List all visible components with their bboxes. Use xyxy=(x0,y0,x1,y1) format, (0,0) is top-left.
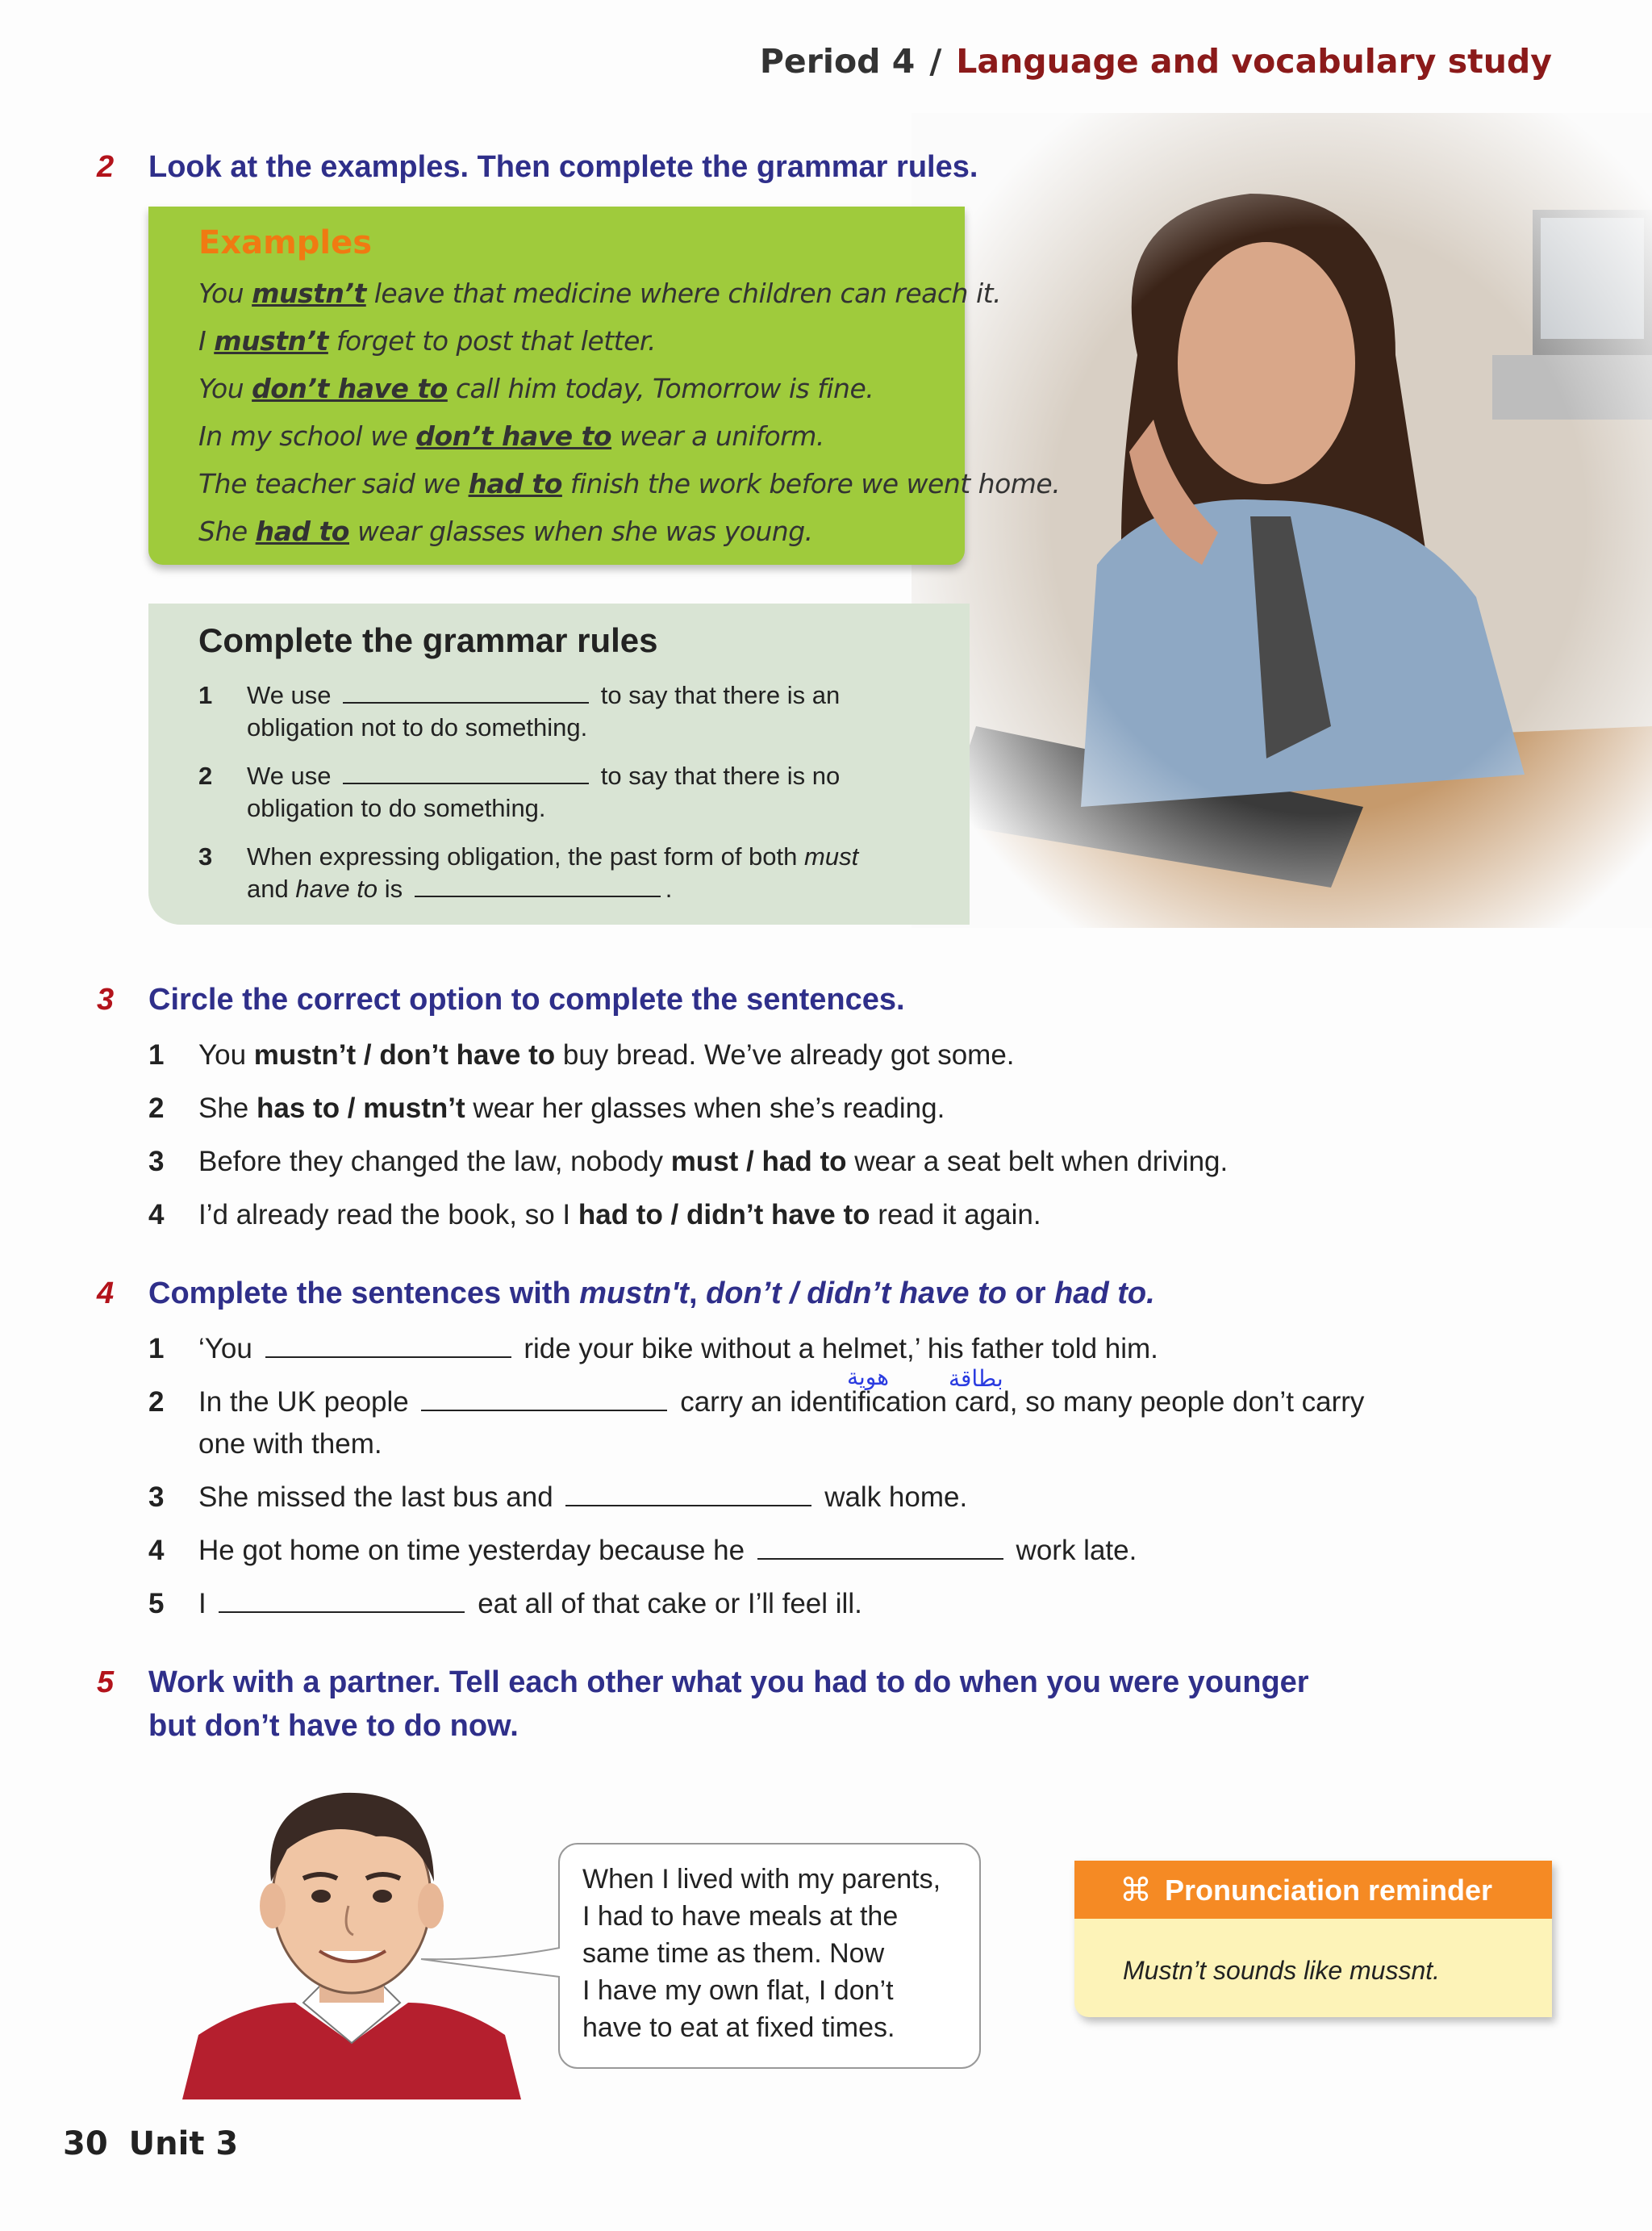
period-label: Period 4 xyxy=(759,42,916,81)
circle-option-item: 4 I’d already read the book, so I had to / didn’t have to read it again. xyxy=(148,1199,1041,1230)
page-footer xyxy=(63,2125,238,2162)
example-line: You mustn’t leave that medicine where children can reach it. xyxy=(198,278,1002,309)
pronunciation-reminder-box xyxy=(1074,1861,1552,2017)
pronunciation-title: Pronunciation reminder xyxy=(1165,1874,1493,1907)
example-line: I mustn’t forget to post that letter. xyxy=(198,325,656,357)
exercise-2-title: Look at the examples. Then complete the grammar rules. xyxy=(148,150,978,184)
example-line: In my school we don’t have to wear a uniform. xyxy=(198,420,824,452)
fill-blank-item: 5 I eat all of that cake or I’ll feel ill. xyxy=(148,1588,862,1619)
answer-blank[interactable] xyxy=(219,1589,465,1613)
fill-blank-item: 1 ‘You ride your bike without a helmet,’ his father told him. xyxy=(148,1333,1158,1364)
speech-text: When I lived with my parents, I had to have meals at the same time as them. Now I have my own flat, I don’t have to eat at fixed times. xyxy=(582,1864,941,2043)
example-line: She had to wear glasses when she was young. xyxy=(198,516,813,547)
exercise-3-number: 3 xyxy=(97,983,115,1017)
handwritten-annotation: هوية xyxy=(847,1364,890,1390)
option-choice[interactable]: had to / didn’t have to xyxy=(578,1199,870,1230)
exercise-2-number: 2 xyxy=(97,150,115,184)
section-topic: Language and vocabulary study xyxy=(956,42,1552,81)
fill-blank-item: 3 She missed the last bus and walk home. xyxy=(148,1481,968,1513)
exercise-5-number: 5 xyxy=(97,1665,115,1699)
fill-blank-item: 2 In the UK people carry an identification card, so many people don’t carry one with them. xyxy=(148,1386,1365,1460)
examples-box xyxy=(148,207,1061,565)
answer-blank[interactable] xyxy=(343,760,589,784)
pronunciation-icon: ⌘ xyxy=(1120,1873,1152,1908)
answer-blank[interactable] xyxy=(757,1535,1003,1560)
header-separator: / xyxy=(929,42,942,81)
grammar-rules-title: Complete the grammar rules xyxy=(198,621,658,659)
answer-blank[interactable] xyxy=(415,873,661,897)
circle-option-item: 1 You mustn’t / don’t have to buy bread. We’ve already got some. xyxy=(148,1039,1015,1071)
exercise-4-number: 4 xyxy=(97,1276,115,1310)
answer-blank[interactable] xyxy=(421,1387,667,1411)
grammar-rules-box: Complete the grammar rules 1 We use to say that there is an obligation not to do something. 2 We use to say that there is no obligation to do something. 3 When expressing obligation, the past form of both must and have to is . xyxy=(148,604,970,925)
exercise-5-title-line2: but don’t have to do now. xyxy=(148,1709,519,1743)
unit-label: Unit 3 xyxy=(128,2125,239,2162)
student-photo xyxy=(912,113,1652,928)
boy-illustration xyxy=(182,1769,521,2099)
example-line: The teacher said we had to finish the work before we went home. xyxy=(198,468,1061,499)
circle-option-item: 2 She has to / mustn’t wear her glasses when she’s reading. xyxy=(148,1093,945,1124)
exercise-4-title: Complete the sentences with mustn't, don’t / didn’t have to or had to. xyxy=(148,1276,1155,1310)
pronunciation-header xyxy=(1074,1861,1552,1919)
pronunciation-text: Mustn’t sounds like mussnt. xyxy=(1123,1956,1441,1985)
speech-bubble xyxy=(558,1843,981,2069)
option-choice[interactable]: must / had to xyxy=(670,1146,847,1177)
option-choice[interactable]: mustn’t / don’t have to xyxy=(253,1039,556,1071)
answer-blank[interactable] xyxy=(565,1482,811,1506)
page-number: 30 xyxy=(63,2125,108,2162)
exercise-5-title-line1: Work with a partner. Tell each other what you had to do when you were younger xyxy=(148,1665,1309,1699)
circle-option-item: 3 Before they changed the law, nobody must / had to wear a seat belt when driving. xyxy=(148,1146,1229,1177)
answer-blank[interactable] xyxy=(343,679,589,704)
example-line: You don’t have to call him today, Tomorrow is fine. xyxy=(198,373,874,404)
page-header xyxy=(760,42,1552,81)
handwritten-annotation: بطاقة xyxy=(949,1365,1003,1392)
examples-title: Examples xyxy=(198,224,373,261)
fill-blank-item: 4 He got home on time yesterday because he work late. xyxy=(148,1535,1137,1566)
answer-blank[interactable] xyxy=(265,1334,511,1358)
exercise-3-title: Circle the correct option to complete the sentences. xyxy=(148,983,905,1017)
speech-bubble-tail xyxy=(419,1945,565,1993)
option-choice[interactable]: has to / mustn’t xyxy=(257,1093,465,1124)
